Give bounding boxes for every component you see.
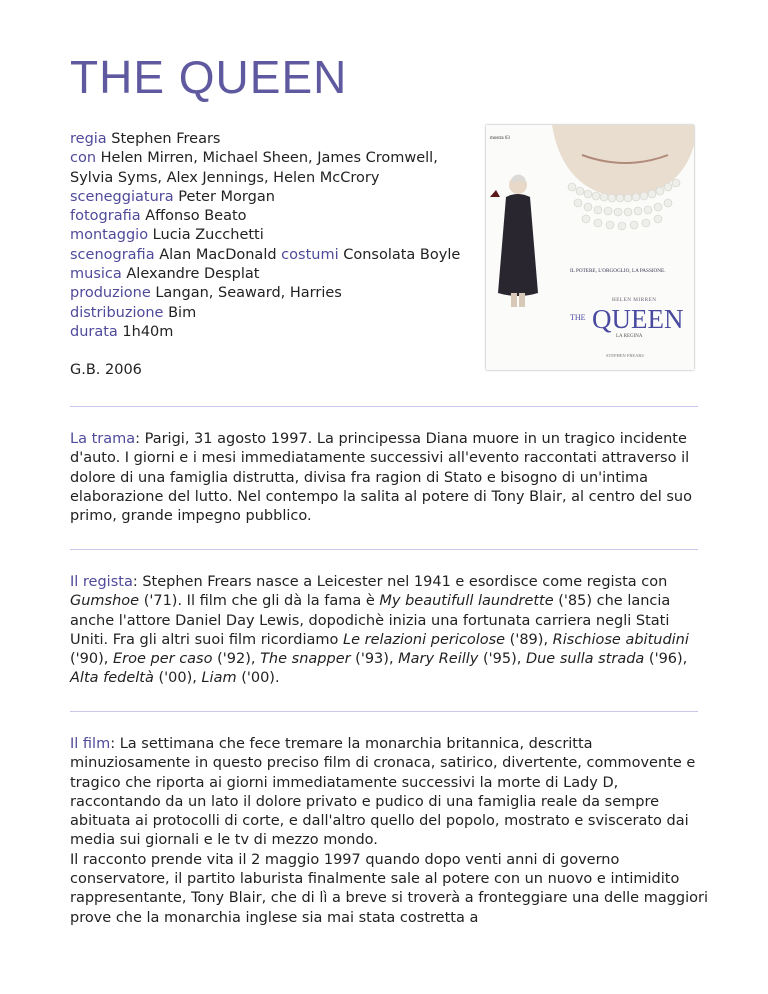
film-title: Eroe per caso xyxy=(112,651,213,668)
poster-festival: mostra 63 xyxy=(490,136,510,141)
credit-line xyxy=(70,149,490,168)
poster-subtitle: LA REGINA xyxy=(616,334,643,339)
section-text: ('00). xyxy=(236,670,280,687)
film-title: The snapper xyxy=(260,651,351,668)
section-text: ('89), xyxy=(505,631,553,648)
credit-line xyxy=(70,284,490,303)
credit-line xyxy=(70,226,490,245)
film-title: Rischiose abitudini xyxy=(552,631,689,648)
divider xyxy=(70,711,698,712)
credit-label: fotografia xyxy=(70,208,141,225)
film-title: Le relazioni pericolose xyxy=(343,631,506,648)
poster-title-main: QUEEN xyxy=(592,304,684,334)
section-text: ('96), xyxy=(644,651,688,668)
credit-label: durata xyxy=(70,323,118,340)
credit-line xyxy=(70,169,490,188)
section-label: Il film xyxy=(70,736,111,752)
credit-label: scenografia xyxy=(70,246,155,263)
credit-value: Peter Morgan xyxy=(173,188,275,205)
credit-value: Stephen Frears xyxy=(106,131,221,147)
credit-label: sceneggiatura xyxy=(70,188,174,205)
credit-value: 1h40m xyxy=(117,323,174,340)
credit-line xyxy=(70,304,490,323)
credit-label: musica xyxy=(70,266,122,283)
section-text: ('71). Il film che gli dà la fama è xyxy=(139,593,380,610)
credit-line xyxy=(70,188,490,207)
credit-line xyxy=(70,323,490,342)
credit-label: produzione xyxy=(70,285,151,302)
section-text: ('93), xyxy=(350,651,399,668)
section-text: Il racconto prende vita il 2 maggio 1997 quando dopo venti anni di governo conservatore, il partito laburista finalmente sale al potere con un nuovo e intimidito rappresentante, Tony Blair, che di lì a breve si troverà a fronteggiare una delle maggiori prove che la monarchia inglese sia mai stata costretta a xyxy=(70,851,709,926)
credit-value: Sylvia Syms, Alex Jennings, Helen McCrory xyxy=(70,169,380,186)
page-title: THE QUEEN xyxy=(70,51,348,103)
divider xyxy=(70,549,698,550)
film-paragraph xyxy=(70,735,710,928)
credit-value: Affonso Beato xyxy=(140,208,247,225)
section-text: ('95), xyxy=(478,651,526,668)
credit-value: Lucia Zucchetti xyxy=(148,227,264,244)
credits-block xyxy=(70,130,490,342)
poster-artwork xyxy=(486,125,694,370)
credit-value: Helen Mirren, Michael Sheen, James Cromwell, xyxy=(96,150,438,167)
director-paragraph xyxy=(70,573,710,689)
credit-label: con xyxy=(70,150,97,167)
section-text: ('90), xyxy=(70,651,113,668)
section-text: ('92), xyxy=(212,651,261,668)
credit-value: Alan MacDonald xyxy=(154,246,282,263)
credit-line xyxy=(70,265,490,284)
credit-value: Alexandre Desplat xyxy=(121,266,260,283)
film-title: Mary Reilly xyxy=(398,651,479,668)
credit-label: costumi xyxy=(281,246,339,263)
film-title: Liam xyxy=(201,670,237,687)
section-label: Il regista xyxy=(70,574,133,590)
credit-label: montaggio xyxy=(70,227,149,244)
plot-paragraph xyxy=(70,430,710,526)
credit-label: distribuzione xyxy=(70,304,164,321)
credit-value: Langan, Seaward, Harries xyxy=(150,285,342,302)
film-title: Gumshoe xyxy=(70,593,140,610)
film-title: Due sulla strada xyxy=(525,651,645,668)
film-title: Alta fedeltà xyxy=(70,670,154,687)
section-text: : La settimana che fece tremare la monarchia britannica, descritta minuziosamente in questo preciso film di cronaca, satirico, divertente, commovente e tragico che riporta ai giorni immediatamente successivi la morte di Lady D, raccontando da un lato il dolore privato e pudico di una famiglia reale da sempre abituata ai protocolli di corte, e dall'altro quello del popolo, mostrato e sviscerato dai media sui giornali e le tv di mezzo mondo. xyxy=(70,736,696,849)
movie-poster xyxy=(486,125,694,370)
film-title: My beautifull laundrette xyxy=(379,593,554,610)
section-text: : Stephen Frears nasce a Leicester nel 1941 e esordisce come regista con xyxy=(132,574,668,590)
section-text: ('00), xyxy=(153,670,202,687)
credit-line xyxy=(70,130,490,149)
credit-label: regia xyxy=(70,131,107,147)
divider xyxy=(70,406,698,407)
section-label: La trama xyxy=(70,431,136,447)
poster-actor: HELEN MIRREN xyxy=(612,297,657,303)
country-year: G.B. 2006 xyxy=(70,362,142,378)
poster-director: STEPHEN FREARS xyxy=(606,353,644,358)
section-text: ('85) che lancia anche l'attore Daniel Day Lewis, dopodichè inizia una fortunata carriera negli Stati Uniti. Fra gli altri suoi film ricordiamo xyxy=(70,593,671,648)
credit-line xyxy=(70,246,490,265)
section-text: : Parigi, 31 agosto 1997. La principessa Diana muore in un tragico incidente d'auto. I giorni e i mesi immediatamente successivi all'evento raccontati attraverso il dolore di una famiglia distrutta, divisa fra ragion di Stato e bisogno di un'intima elaborazione del lutto. Nel contempo la salita al potere di Tony Blair, al centro del suo primo, grande impegno pubblico. xyxy=(70,431,692,525)
credit-line xyxy=(70,207,490,226)
poster-title-the: THE xyxy=(570,313,586,322)
credit-value: Bim xyxy=(163,304,197,321)
poster-tagline: IL POTERE, L'ORGOGLIO, LA PASSIONE. xyxy=(570,268,666,274)
credit-value: Consolata Boyle xyxy=(338,246,461,263)
